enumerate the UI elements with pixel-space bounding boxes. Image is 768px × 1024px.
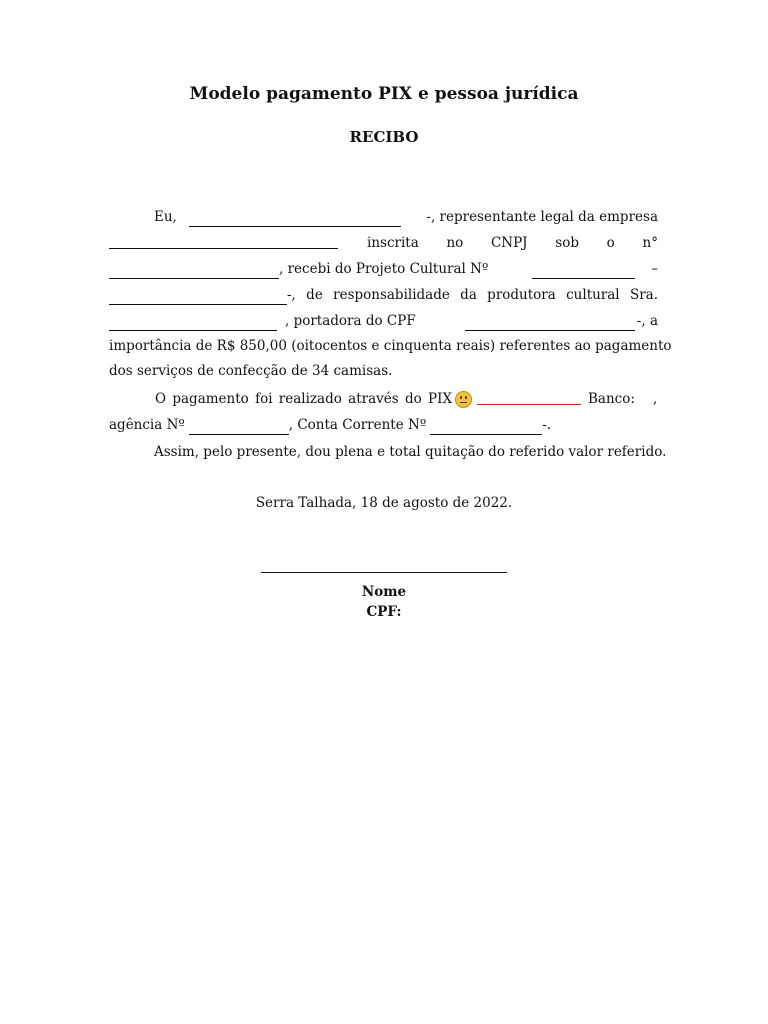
banco-text: Banco: — [588, 391, 635, 407]
date-text: Serra Talhada, 18 de agosto de 2022. — [255, 495, 513, 511]
responsabilidade-text: -, de responsabilidade da produtora cultural Sra. — [287, 287, 658, 303]
projeto-blank — [532, 265, 635, 279]
pix-key-blank — [477, 391, 581, 405]
neutral-face-icon — [455, 391, 472, 408]
paragraph3 — [109, 442, 667, 462]
servicos-text: dos serviços de confecção de 34 camisas. — [109, 363, 393, 379]
banco-comma: , — [653, 391, 658, 407]
name-blank — [189, 213, 401, 227]
importancia-text: importância de R$ 850,00 (oitocentos e cinquenta reais) referentes ao pagamento — [109, 338, 672, 354]
paragraph-line-2: inscrita no CNPJ sob o n° — [109, 233, 658, 253]
document-title: Modelo pagamento PIX e pessoa jurídica — [189, 84, 579, 104]
paragraph2-line-1 — [109, 389, 658, 409]
recibo-heading: RECIBO — [349, 128, 419, 146]
signature-line — [261, 572, 507, 573]
eu-text: Eu, — [154, 209, 177, 225]
representante-text: -, representante legal da empresa — [426, 209, 658, 225]
paragraph-line-1 — [109, 207, 658, 227]
agencia-blank — [189, 421, 289, 435]
conta-end-text: -. — [542, 417, 552, 433]
cpf-blank — [465, 317, 635, 331]
projeto-name-blank — [109, 291, 287, 305]
paragraph-line-4 — [109, 285, 658, 305]
pix-text: O pagamento foi realizado através do PIX — [155, 391, 453, 407]
signature-name: Nome — [361, 584, 407, 600]
portadora-text: , portadora do CPF — [285, 313, 416, 329]
conta-blank — [430, 421, 542, 435]
a-text: -, a — [636, 313, 658, 329]
produtora-blank — [109, 317, 277, 331]
paragraph-line-3 — [109, 259, 658, 279]
company-blank — [109, 235, 338, 249]
agencia-text: agência Nº — [109, 417, 185, 433]
paragraph-line-5 — [109, 311, 658, 331]
paragraph2-line-2 — [109, 415, 658, 435]
cnpj-blank — [109, 265, 279, 279]
recebi-text: , recebi do Projeto Cultural Nº — [279, 261, 489, 277]
signature-cpf: CPF: — [366, 604, 402, 620]
dash-text: – — [651, 261, 658, 277]
conta-text: , Conta Corrente Nº — [288, 417, 427, 433]
quitacao-text: Assim, pelo presente, dou plena e total quitação do referido valor referido. — [154, 444, 667, 460]
